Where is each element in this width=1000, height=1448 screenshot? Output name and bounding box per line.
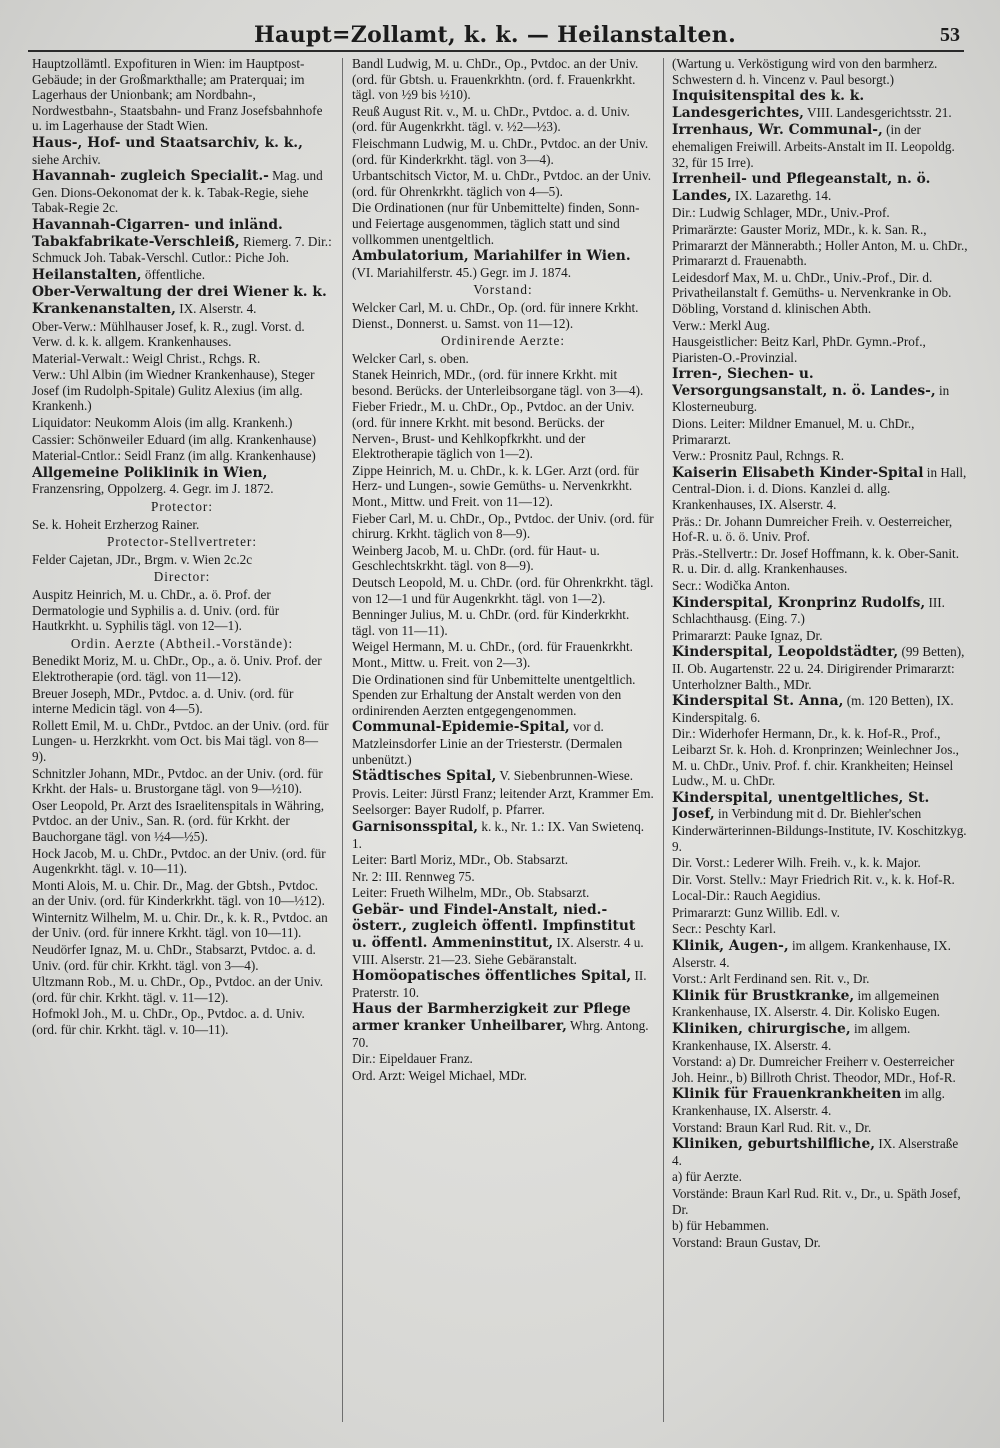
entry-text: (99 Betten), II. Ob. Augartenstr. 22 u. 24. Dirigirender Primararzt: Unterholzner Balth., MDr. [672, 644, 965, 692]
directory-entry [32, 587, 332, 634]
entry-text: Benninger Julius, M. u. ChDr. (ord. für Kinderkrkht. tägl. von 11—11). [352, 607, 630, 638]
directory-entry [352, 869, 654, 885]
entry-heading: Klinik für Brustkranke, [672, 987, 855, 1004]
directory-entry [32, 878, 332, 909]
directory-entry [352, 1051, 654, 1067]
directory-entry [352, 639, 654, 670]
directory-entry [672, 1169, 968, 1185]
entry-heading: Kliniken, geburtshilfliche, [672, 1136, 876, 1153]
directory-entry [32, 686, 332, 717]
entry-text: Cassier: Schönweiler Eduard (im allg. Krankenhause) [32, 431, 317, 447]
entry-heading: Kinderspital, Kronprinz Rudolfs, [672, 594, 926, 611]
directory-entry [32, 636, 332, 652]
directory-entry [32, 284, 332, 317]
entry-text: Se. k. Hoheit Erzherzog Rainer. [32, 516, 200, 532]
entry-text: IX. Lazarethg. 14. [734, 187, 832, 203]
directory-entry [352, 463, 654, 510]
directory-entry [672, 726, 968, 788]
entry-text: Präs.-Stellvertr.: Dr. Josef Hoffmann, k. k. Ober-Sanit. R. u. Dir. d. allg. Krankenhauses. [672, 545, 960, 577]
entry-text: siehe Archiv. [32, 151, 101, 167]
page-number: 53 [940, 24, 960, 46]
directory-entry [352, 902, 654, 967]
directory-entry [32, 415, 332, 431]
column-left [32, 56, 332, 1422]
entry-text: Hauptzollämtl. Expofituren in Wien: im Hauptpost-Gebäude; in der Großmarkthalle; am Praterquai; im Lagerhaus der Unionbank; am Nordbahn-, Nordwestbahn-, Staatsbahn- und Franz Josefsbahnhofe u. im Lagerhause der Stadt Wien. [32, 56, 323, 134]
entry-heading: Irren-, Siechen- u. Versorgungsanstalt, n. ö. Landes-, [672, 366, 936, 399]
entry-text: Protector: [150, 499, 213, 515]
entry-text: im allgemeinen Krankenhause, IX. Alserstr. 4. Dir. Kolisko Eugen. [672, 987, 941, 1020]
directory-entry [32, 552, 332, 568]
entry-heading: Kaiserin Elisabeth Kinder-Spital [672, 464, 924, 481]
entry-text: Hausgeistlicher: Beitz Karl, PhDr. Gymn.-Prof., Piaristen-O.-Provinzial. [672, 334, 926, 365]
directory-entry [672, 122, 968, 170]
entry-text: Local-Dir.: Rauch Aegidius. [672, 888, 821, 904]
entry-text: Liquidator: Neukomm Alois (im allg. Krankenh.) [32, 415, 293, 431]
entry-text: Hock Jacob, M. u. ChDr., Pvtdoc. an der Univ. (ord. für Augenkrkht. tägl. v. 10—11). [32, 845, 326, 877]
directory-entry [672, 270, 968, 317]
directory-entry [32, 351, 332, 367]
entry-heading: Kliniken, chirurgische, [672, 1021, 851, 1038]
directory-entry [32, 846, 332, 877]
entry-text: Fieber Carl, M. u. ChDr., Op., Pvtdoc. der Univ. (ord. für chirurg. Krkht. täglich von 8—9). [352, 510, 654, 542]
entry-text: Dir. Vorst. Stellv.: Mayr Friedrich Rit. v., k. k. Hof-R. [672, 871, 955, 887]
directory-entry [32, 653, 332, 684]
entry-text: Winternitz Wilhelm, M. u. Chir. Dr., k. k. R., Pvtdoc. an der Univ. (ord. für innere Krkht. tägl. von 10—11). [32, 909, 328, 941]
entry-text: Dions. Leiter: Mildner Emanuel, M. u. ChDr., Primararzt. [672, 416, 915, 447]
entry-text: III. Schlachthausg. (Eing. 7.) [672, 594, 945, 627]
directory-entry [352, 1068, 654, 1084]
entry-text: Urbantschitsch Victor, M. u. ChDr., Pvtdoc. an der Univ. (ord. für Ohrenkrkht. täglich von 4—5). [352, 168, 652, 199]
entry-text: Fleischmann Ludwig, M. u. ChDr., Pvtdoc. an der Univ. (ord. für Kinderkrkht. tägl. von 3—4). [352, 135, 649, 167]
entry-text: Bandl Ludwig, M. u. ChDr., Op., Pvtdoc. an der Univ. (ord. für Gbtsh. u. Frauenkrkhtn. (ord. f. Frauenkrkht. tägl. von ½9 bis ½10). [352, 56, 639, 103]
entry-text: öffentliche. [144, 266, 206, 282]
page-title: Haupt=Zollamt, k. k. — Heilanstalten. [253, 22, 737, 48]
directory-entry [352, 768, 654, 785]
directory-entry [32, 448, 332, 464]
entry-heading: Communal-Epidemie-Spital, [352, 719, 570, 736]
directory-entry [672, 938, 968, 970]
header-rule [28, 50, 964, 52]
directory-entry [672, 56, 968, 87]
entry-text: Vorstand: Braun Gustav, Dr. [672, 1234, 821, 1250]
directory-entry [672, 171, 968, 204]
entry-text: Zippe Heinrich, M. u. ChDr., k. k. LGer. Arzt (ord. für Herz- und Lungen-, sowie Gemüths- u. Nervenkrkht. Mont., Mittw. und Freit. von 11—12). [352, 462, 639, 510]
entry-text: vor d. Matzleinsdorfer Linie an der Triesterstr. (Dermalen unbenützt.) [352, 719, 623, 767]
directory-entry [352, 607, 654, 638]
directory-entry [32, 135, 332, 167]
entry-text: (in der ehemaligen Freiwill. Arbeits-Anstalt im II. Leopoldg. 32, für 15 Irre). [672, 122, 955, 170]
entry-heading: Ambulatorium, Mariahilfer in Wien. [352, 248, 631, 265]
entry-text: Secr.: Peschty Karl. [672, 921, 777, 937]
directory-entry [352, 1001, 654, 1050]
entry-text: Protector-Stellvertreter: [107, 534, 257, 550]
column-divider-2 [663, 58, 664, 1422]
entry-text: Mag. und Gen. Dions-Oekonomat der k. k. Tabak-Regie, siehe Tabak-Regie 2c. [32, 168, 323, 216]
entry-text: Material-Verwalt.: Weigl Christ., Rchgs. R. [32, 350, 261, 366]
entry-text: Ordinirende Aerzte: [440, 333, 566, 349]
directory-entry [352, 575, 654, 606]
entry-heading: Homöopatisches öffentliches Spital, [352, 968, 632, 985]
directory-entry [672, 578, 968, 594]
directory-entry [32, 168, 332, 216]
entry-text: Provis. Leiter: Jürstl Franz; leitender Arzt, Krammer Em. [352, 785, 654, 801]
entry-text: Vorstand: [473, 282, 533, 298]
entry-text: a) für Aerzte. [672, 1169, 742, 1185]
entry-text: Verw.: Merkl Aug. [672, 317, 771, 333]
entry-text: Primararzt: Gunz Willib. Edl. v. [672, 904, 840, 920]
directory-entry [672, 921, 968, 937]
directory-entry [32, 217, 332, 266]
directory-entry [672, 1086, 968, 1118]
directory-entry [352, 300, 654, 331]
entry-heading: Ober-Verwaltung der drei Wiener k. k. Krankenanstalten, [32, 284, 327, 317]
directory-entry [672, 872, 968, 888]
entry-text: in Hall, Central-Dion. i. d. Dions. Kanzlei d. allg. Krankenhauses, IX. Alserstr. 4. [672, 464, 967, 513]
directory-entry [352, 333, 654, 349]
entry-text: Dir.: Ludwig Schlager, MDr., Univ.-Prof. [672, 205, 890, 221]
entry-text: Die Ordinationen sind für Unbemittelte unentgeltlich. Spenden zur Erhaltung der Anstalt werden von den ordinirenden Aerzten entgegengenommen. [352, 671, 636, 718]
entry-text: Monti Alois, M. u. Chir. Dr., Mag. der Gbtsh., Pvtdoc. an der Univ. (ord. für Kinderkrkht. tägl. von 10—½12). [32, 877, 325, 909]
directory-entry [352, 719, 654, 767]
entry-text: Ober-Verw.: Mühlhauser Josef, k. R., zugl. Vorst. d. Verw. d. k. k. allgem. Krankenhauses. [32, 318, 305, 350]
entry-text: Welcker Carl, M. u. ChDr., Op. (ord. für innere Krkht. Dienst., Donnerst. u. Samst. von 11—12). [352, 299, 639, 331]
entry-text: (Wartung u. Verköstigung wird von den barmherz. Schwestern d. h. Vincenz v. Paul besorgt.) [672, 56, 938, 87]
directory-entry [32, 499, 332, 515]
entry-heading: Havannah- zugleich Specialit.- [32, 168, 269, 185]
entry-text: Felder Cajetan, JDr., Brgm. v. Wien 2c.2c [32, 551, 253, 567]
entry-text: Ultzmann Rob., M. u. ChDr., Op., Pvtdoc. an der Univ. (ord. für chir. Krkht. tägl. v. 11—12). [32, 974, 324, 1005]
directory-entry [352, 802, 654, 818]
directory-entry [32, 910, 332, 941]
entry-text: Franzensring, Oppolzerg. 4. Gegr. im J. 1872. [32, 481, 274, 497]
directory-entry [672, 546, 968, 577]
directory-entry [352, 136, 654, 167]
directory-entry [352, 852, 654, 868]
directory-entry [672, 366, 968, 415]
entry-text: Ord. Arzt: Weigel Michael, MDr. [352, 1067, 527, 1083]
entry-text: in Verbindung mit d. Dr. Biehler'schen Kinderwärterinnen-Bildungs-Institute, IV. Koschitzkyg. 9. [672, 806, 967, 854]
entry-heading: Heilanstalten, [32, 266, 142, 283]
directory-entry [672, 448, 968, 464]
entry-text: Dir.: Widerhofer Hermann, Dr., k. k. Hof-R., Prof., Leibarzt Sr. k. Hoh. d. Kronprinzen; Weinlechner Jos., M. u. ChDr., Univ. Prof. f. chir. Krankheiten; Heinsel Ludw., M. u. ChDr. [672, 726, 959, 789]
entry-text: Auspitz Heinrich, M. u. ChDr., a. ö. Prof. der Dermatologie und Syphilis a. d. Univ. (ord. für Hautkrkht. u. Syphilis tägl. von 12—1). [32, 587, 280, 634]
entry-text: Vorstand: a) Dr. Dumreicher Freiherr v. Oesterreicher Joh. Heinr., b) Billroth Christ. Theodor, MDr., Hof-R. [672, 1054, 956, 1085]
directory-entry [352, 367, 654, 398]
entry-text: Reuß August Rit. v., M. u. ChDr., Pvtdoc. a. d. Univ. (ord. für Augenkrkht. tägl. v. ½2—½3). [352, 103, 630, 135]
entry-heading: Gebär- und Findel-Anstalt, nied.-österr., zugleich öffentl. Impfinstitut u. öffentl. Ammeninstitut, [352, 901, 636, 952]
directory-entry [352, 282, 654, 298]
entry-text: b) für Hebammen. [672, 1218, 770, 1234]
directory-entry [32, 534, 332, 550]
entry-text: IX. Alserstr. 4. [179, 300, 257, 316]
directory-entry [672, 790, 968, 854]
directory-entry [672, 595, 968, 627]
entry-text: Seelsorger: Bayer Rudolf, p. Pfarrer. [352, 802, 545, 818]
column-right [672, 56, 968, 1422]
entry-text: IX. Alserstraße 4. [672, 1136, 959, 1168]
directory-entry [672, 644, 968, 692]
directory-entry [672, 222, 968, 269]
directory-entry [32, 766, 332, 797]
entry-text: (VI. Mariahilferstr. 45.) Gegr. im J. 1874. [352, 264, 572, 280]
entry-text: IX. Alserstr. 4 u. VIII. Alserstr. 21—23. Siehe Gebäranstalt. [352, 935, 644, 967]
directory-entry [352, 968, 654, 1000]
entry-heading: Havannah-Cigarren- und inländ. Tabakfabrikate-Verschleiß, [32, 216, 283, 250]
entry-text: Benedikt Moriz, M. u. ChDr., Op., a. ö. Univ. Prof. der Elektrotherapie (ord. tägl. von 11—12). [32, 653, 322, 684]
entry-text: im allgem. Krankenhause, IX. Alserstr. 4. [672, 938, 951, 970]
directory-entry [32, 1006, 332, 1037]
entry-text: Rollett Emil, M. u. ChDr., Pvtdoc. an der Univ. (ord. für Lungen- u. Herzkrkht. vom Oct. bis Mai tägl. von 8—9). [32, 717, 329, 764]
entry-text: Primarärzte: Gauster Moriz, MDr., k. k. San. R., Primararzt der Männerabth.; Holler Anton, M. u. ChDr., Primararzt d. Frauenabth. [672, 221, 968, 269]
directory-entry [352, 104, 654, 135]
entry-heading: Kinderspital, unentgeltliches, St. Josef, [672, 789, 930, 823]
entry-text: Breuer Joseph, MDr., Pvtdoc. a. d. Univ. (ord. für interne Medicin tägl. von 4—5). [32, 685, 294, 717]
entry-text: Schnitzler Johann, MDr., Pvtdoc. an der Univ. (ord. für Krkht. der Hals- u. Brustorgane tägl. von 9—½10). [32, 765, 323, 797]
directory-entry [32, 56, 332, 134]
directory-entry [672, 1054, 968, 1085]
column-middle [352, 56, 654, 1422]
directory-entry [672, 1235, 968, 1251]
directory-entry [32, 569, 332, 585]
entry-text: Fieber Friedr., M. u. ChDr., Op., Pvtdoc. an der Univ. (ord. für innere Krkht. mit besond. Berücks. der Nerven-, Brust- und Kehlkopfkrkht. und der Elektrotherapie täglich von 1—2). [352, 399, 635, 462]
directory-entry [352, 168, 654, 199]
entry-text: in Klosterneuburg. [672, 382, 950, 415]
directory-entry [352, 399, 654, 461]
entry-text: V. Siebenbrunnen-Wiese. [499, 768, 633, 784]
directory-entry [672, 971, 968, 987]
directory-entry [352, 200, 654, 247]
entry-heading: Inquisitenspital des k. k. Landesgerichtes, [672, 88, 865, 121]
directory-entry [352, 672, 654, 719]
directory-entry [672, 1218, 968, 1234]
directory-entry [672, 1021, 968, 1053]
directory-entry [672, 334, 968, 365]
entry-heading: Irrenhaus, Wr. Communal-, [672, 122, 883, 139]
directory-entry [672, 1136, 968, 1168]
directory-entry [32, 465, 332, 497]
entry-heading: Haus-, Hof- und Staatsarchiv, k. k., [32, 134, 303, 151]
entry-text: Welcker Carl, s. oben. [352, 350, 469, 366]
entry-text: im allg. Krankenhause, IX. Alserstr. 4. [672, 1086, 945, 1118]
directory-entry [672, 1120, 968, 1136]
entry-text: Leiter: Bartl Moriz, MDr., Ob. Stabsarzt. [352, 852, 569, 868]
entry-text: k. k., Nr. 1.: IX. Van Swietenq. 1. [352, 818, 645, 851]
entry-text: Leiter: Frueth Wilhelm, MDr., Ob. Stabsarzt. [352, 885, 590, 901]
entry-text: Leidesdorf Max, M. u. ChDr., Univ.-Prof., Dir. d. Privatheilanstalt f. Gemüths- u. Nervenkranke in Ob. Döbling, Vorstand d. klinischen Abth. [672, 269, 952, 316]
directory-entry [672, 88, 968, 121]
entry-text: Hofmokl Joh., M. u. ChDr., Op., Pvtdoc. a. d. Univ. (ord. für chir. Krkht. tägl. v. 10—11). [32, 1006, 305, 1038]
entry-text: Weigel Hermann, M. u. ChDr., (ord. für Frauenkrkht. Mont., Mittw. u. Freit. von 2—3). [352, 639, 633, 670]
entry-heading: Klinik für Frauenkrankheiten [672, 1086, 902, 1103]
entry-text: Neudörfer Ignaz, M. u. ChDr., Stabsarzt, Pvtdoc. a. d. Univ. (ord. für chir. Krkht. tägl. von 3—4). [32, 942, 316, 973]
directory-entry [32, 319, 332, 350]
entry-text: Deutsch Leopold, M. u. ChDr. (ord. für Ohrenkrkht. tägl. von 12—1 und für Augenkrkht. tägl. von 1—2). [352, 575, 654, 606]
directory-entry [672, 205, 968, 221]
entry-heading: Irrenheil- und Pflegeanstalt, n. ö. Landes, [672, 171, 931, 204]
entry-text: Vorst.: Arlt Ferdinand sen. Rit. v., Dr. [672, 971, 870, 987]
directory-entry [672, 416, 968, 447]
directory-entry [352, 543, 654, 574]
page-header [30, 22, 960, 52]
entry-text: Material-Cntlor.: Seidl Franz (im allg. Krankenhause) [32, 448, 316, 464]
directory-entry [32, 367, 332, 414]
entry-text: im allgem. Krankenhause, IX. Alserstr. 4. [672, 1021, 911, 1053]
entry-text: (m. 120 Betten), IX. Kinderspitalg. 6. [672, 693, 954, 725]
directory-entry [32, 798, 332, 845]
entry-heading: Kinderspital, Leopoldstädter, [672, 644, 899, 661]
directory-entry [352, 511, 654, 542]
directory-entry [32, 942, 332, 973]
entry-text: Secr.: Wodička Anton. [672, 578, 791, 593]
directory-entry [32, 974, 332, 1005]
entry-text: Weinberg Jacob, M. u. ChDr. (ord. für Haut- u. Geschlechtskrkht. tägl. von 8—9). [352, 542, 600, 574]
directory-entry [352, 786, 654, 802]
entry-text: Vorstände: Braun Karl Rud. Rit. v., Dr., u. Späth Josef, Dr. [672, 1185, 961, 1217]
entry-heading: Städtisches Spital, [352, 768, 497, 785]
entry-text: Vorstand: Braun Karl Rud. Rit. v., Dr. [672, 1119, 872, 1135]
entry-heading: Kinderspital St. Anna, [672, 693, 844, 710]
directory-entry [672, 1186, 968, 1217]
directory-entry [672, 318, 968, 334]
entry-heading: Allgemeine Poliklinik in Wien, [32, 464, 268, 481]
entry-heading: Klinik, Augen-, [672, 938, 789, 955]
directory-entry [672, 888, 968, 904]
entry-text: Whrg. Antong. 70. [352, 1018, 649, 1050]
directory-entry [32, 267, 332, 284]
entry-text: Director: [153, 569, 211, 585]
entry-text: Verw.: Prosnitz Paul, Rchngs. R. [672, 448, 845, 464]
entry-text: Nr. 2: III. Rennweg 75. [352, 868, 475, 884]
directory-entry [352, 248, 654, 280]
directory-entry [352, 819, 654, 851]
entry-heading: Haus der Barmherzigkeit zur Pflege armer kranker Unheilbarer, [352, 1001, 631, 1035]
entry-text: VIII. Landesgerichtsstr. 21. [807, 104, 952, 120]
entry-text: II. Praterstr. 10. [352, 968, 647, 1000]
directory-entry [672, 988, 968, 1020]
directory-entry [672, 514, 968, 545]
directory-entry [352, 56, 654, 103]
directory-entry [672, 628, 968, 644]
entry-text: Primararzt: Pauke Ignaz, Dr. [672, 627, 823, 643]
directory-entry [672, 693, 968, 725]
column-divider-1 [342, 58, 343, 1422]
entry-text: Oser Leopold, Pr. Arzt des Israelitenspitals in Währing, Pvtdoc. an der Univ., San. R. (ord. für Krkht. der Bauchorgane tägl. von ½4—½5). [32, 797, 325, 844]
directory-entry [672, 855, 968, 871]
entry-heading: Garnisonsspital, [352, 818, 479, 835]
entry-text: Ordin. Aerzte (Abtheil.-Vorstände): [70, 635, 294, 651]
directory-entry [32, 517, 332, 533]
directory-entry [352, 885, 654, 901]
entry-text: Riemerg. 7. Dir.: Schmuck Joh. Tabak-Verschl. Cutlor.: Piche Joh. [32, 233, 332, 266]
entry-text: Die Ordinationen (nur für Unbemittelte) finden, Sonn- und Feiertage ausgenommen, täglich statt und sind vollkommen unentgeltlich. [352, 200, 640, 247]
entry-text: Verw.: Uhl Albin (im Wiedner Krankenhause), Steger Josef (im Rudolph-Spitale) Gulitz Alexius (im allg. Krankenh.) [32, 367, 315, 414]
entry-text: Dir. Vorst.: Lederer Wilh. Freih. v., k. k. Major. [672, 855, 921, 871]
entry-text: Stanek Heinrich, MDr., (ord. für innere Krkht. mit besond. Berücks. der Unterleibsorgane tägl. von 3—4). [352, 367, 644, 398]
entry-text: Dir.: Eipeldauer Franz. [352, 1051, 473, 1067]
directory-entry [352, 351, 654, 367]
entry-text: Präs.: Dr. Johann Dumreicher Freih. v. Oesterreicher, Hof-R. u. ö. ö. Univ. Prof. [672, 513, 953, 545]
directory-entry [32, 432, 332, 448]
directory-entry [32, 718, 332, 765]
directory-entry [672, 465, 968, 513]
directory-entry [672, 905, 968, 921]
